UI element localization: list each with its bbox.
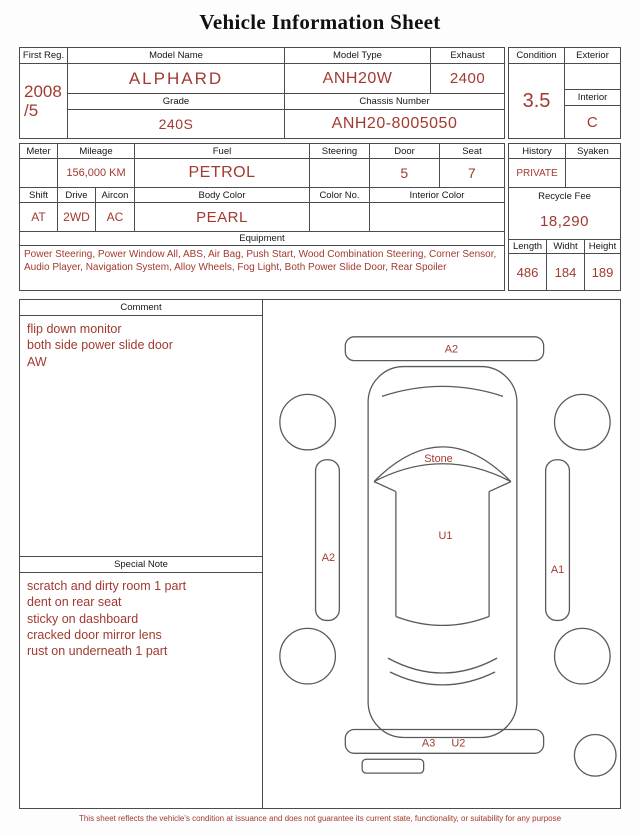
spec-row-2: [20, 188, 504, 232]
fees-table: [508, 143, 621, 291]
sheet-content: [19, 47, 621, 809]
chassis-number-value: ANH20-8005050: [331, 115, 458, 132]
first-reg-label: First Reg.: [20, 48, 68, 64]
license-plate-shape: [362, 759, 423, 773]
comment-line: AW: [27, 354, 47, 369]
recycle-fee-block: [509, 188, 620, 240]
car-top-view: [263, 300, 620, 808]
special-note-line: scratch and dirty room 1 part: [27, 579, 187, 593]
rear-window-upper-line: [388, 658, 497, 673]
height-value: 189: [591, 264, 614, 280]
spec-section: [19, 143, 621, 291]
diagram-label-center: U1: [438, 530, 453, 543]
wheel-rear-left-icon: [280, 628, 336, 684]
recycle-fee-label: Recycle Fee: [538, 190, 591, 202]
width-label: Widht: [547, 240, 585, 254]
equipment-value: Power Steering, Power Window All, ABS, Air Bag, Push Start, Wood Combination Steering, Corner Sensor, Audio Player, Navigation System, Alloy Wheels, Fog Light, Both Power Slide Door, Rear Spoiler: [24, 249, 497, 274]
comment-line: both side power slide door: [27, 338, 173, 353]
condition-value: 3.5: [509, 64, 565, 138]
seat-label: Seat: [440, 144, 504, 159]
spec-row-1: [20, 144, 504, 188]
height-label: Height: [585, 240, 620, 254]
right-side-panel-shape: [546, 460, 570, 621]
identity-table: [19, 47, 505, 139]
aircon-label: Aircon: [96, 188, 135, 203]
meter-label: Meter: [20, 144, 58, 159]
syaken-label: Syaken: [566, 144, 620, 159]
width-value: 184: [547, 254, 585, 290]
exterior-value: [565, 64, 620, 90]
shift-value: AT: [20, 203, 58, 231]
a-pillar-lines: [374, 482, 511, 492]
door-value: 5: [370, 159, 440, 187]
condition-table: [508, 47, 621, 139]
diagram-label-front: A2: [444, 343, 459, 356]
special-note-text: [20, 573, 262, 808]
chassis-number-label: Chassis Number: [285, 94, 504, 110]
steering-value: [310, 159, 370, 187]
door-label: Door: [370, 144, 440, 159]
interior-value: C: [586, 113, 599, 131]
comment-and-diagram-section: [19, 299, 621, 809]
hood-line-shape: [382, 386, 503, 396]
wheel-front-left-icon: [280, 394, 336, 450]
dimensions-row: [509, 240, 620, 290]
mileage-label: Mileage: [58, 144, 135, 159]
wheel-front-right-icon: [555, 394, 611, 450]
special-note-header: Special Note: [20, 556, 262, 573]
equipment-label: Equipment: [20, 232, 504, 246]
first-reg-year: 2008: [24, 81, 62, 101]
interior-label: Interior: [565, 90, 620, 106]
drive-label: Drive: [58, 188, 96, 203]
fuel-value: PETROL: [135, 159, 310, 187]
special-note-line: cracked door mirror lens: [27, 627, 162, 642]
special-note-line: sticky on dashboard: [27, 611, 139, 626]
history-row: [509, 144, 620, 188]
drive-value: 2WD: [58, 203, 96, 231]
model-name-value: ALPHARD: [68, 64, 285, 94]
interior-color-label: Interior Color: [370, 188, 504, 203]
first-reg-value: [20, 64, 68, 138]
diagram-label-rear-u2: U2: [451, 737, 466, 750]
model-type-label: Model Type: [285, 48, 431, 64]
steering-label: Steering: [310, 144, 370, 159]
rear-seat-line: [396, 616, 489, 625]
left-side-panel-shape: [316, 460, 340, 621]
body-color-value: PEARL: [135, 203, 310, 231]
syaken-value: [566, 159, 620, 187]
length-label: Length: [509, 240, 547, 254]
color-no-label: Color No.: [310, 188, 370, 203]
exhaust-value: 2400: [431, 64, 504, 94]
spec-table: [19, 143, 505, 291]
page-title: Vehicle Information Sheet: [199, 10, 441, 34]
condition-label: Condition: [509, 48, 565, 64]
spare-tire-icon: [574, 734, 616, 776]
model-type-value: ANH20W: [285, 64, 431, 94]
model-name-label: Model Name: [68, 48, 285, 64]
recycle-fee-value: 18,290: [540, 213, 589, 230]
identity-section: [19, 47, 621, 139]
length-value: 486: [509, 254, 547, 290]
wheel-rear-right-icon: [555, 628, 611, 684]
diagram-label-right-side: A1: [550, 563, 565, 576]
footer-disclaimer: This sheet reflects the vehicle's condition at issuance and does not guarantee its current state, functionality, or suitability for any purpose: [78, 814, 562, 823]
history-label: History: [509, 144, 566, 159]
car-body-shape: [368, 367, 517, 738]
special-note-line: rust on underneath 1 part: [27, 644, 168, 658]
exhaust-label: Exhaust: [431, 48, 504, 64]
aircon-value: AC: [96, 203, 135, 231]
comment-header: Comment: [20, 300, 262, 316]
mileage-value: 156,000 KM: [58, 159, 135, 187]
meter-value: [20, 159, 58, 187]
rear-window-lower-line: [390, 672, 495, 685]
car-diagram: [263, 300, 620, 808]
seat-value: 7: [467, 165, 477, 181]
comment-text: [20, 316, 262, 556]
grade-value: 240S: [68, 110, 285, 138]
diagram-label-windshield: Stone: [424, 452, 453, 465]
exterior-label: Exterior: [565, 48, 620, 64]
first-reg-month: /5: [24, 101, 39, 120]
history-value: PRIVATE: [509, 159, 566, 187]
diagram-label-left-side: A2: [321, 551, 336, 564]
comment-line: flip down monitor: [27, 322, 122, 336]
color-no-value: [310, 203, 370, 231]
fuel-label: Fuel: [135, 144, 310, 159]
body-color-label: Body Color: [135, 188, 310, 203]
rear-bumper-shape: [345, 730, 543, 754]
shift-label: Shift: [20, 188, 58, 203]
interior-color-value: [370, 203, 504, 231]
grade-label: Grade: [68, 94, 285, 110]
diagram-label-rear-a3: A3: [421, 737, 436, 750]
special-note-line: dent on rear seat: [27, 595, 122, 610]
comment-column: [20, 300, 263, 808]
